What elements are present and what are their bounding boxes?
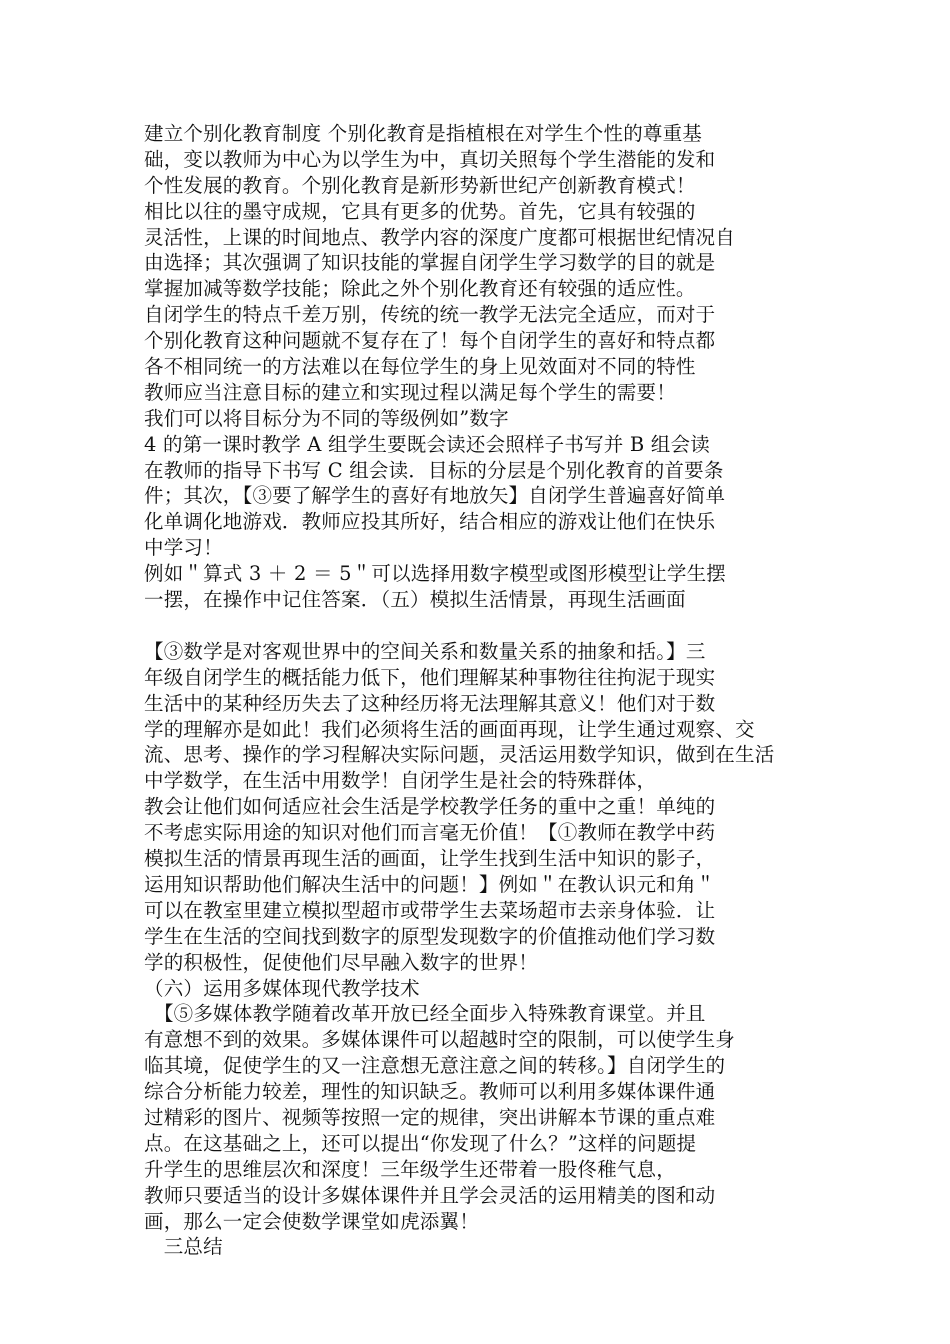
text-line: 灵活性，上课的时间地点、教学内容的深度广度都可根据世纪情况自 — [144, 225, 736, 249]
section-heading: （六）运用多媒体现代教学技术 — [144, 976, 420, 1000]
text-line: 有意想不到的效果。多媒体课件可以超越时空的限制，可以使学生身 — [144, 1028, 736, 1052]
text-line: 模拟生活的情景再现生活的画面，让学生找到生活中知识的影子， — [144, 847, 716, 871]
text-line: 一摆，在操作中记住答案．（五）模拟生活情景，再现生活画面 — [144, 588, 686, 612]
text-line: 教会让他们如何适应社会生活是学校教学任务的重中之重！单纯的 — [144, 795, 716, 819]
text-line: 件；其次，【③要了解学生的喜好有地放矢】自闭学生普遍喜好简单 — [144, 484, 726, 508]
text-line: 各不相同统一的方法难以在每位学生的身上见效面对不同的特性 — [144, 355, 696, 379]
section-heading: 三总结 — [144, 1235, 223, 1259]
document-body — [144, 121, 824, 1260]
text-line: 学的积极性，促使他们尽早融入数字的世界！ — [144, 950, 539, 974]
text-line: 过精彩的图片、视频等按照一定的规律，突出讲解本节课的重点难 — [144, 1105, 716, 1129]
text-line: 学生在生活的空间找到数字的原型发现数字的价值推动他们学习数 — [144, 924, 716, 948]
text-line: 临其境，促使学生的又一注意想无意注意之间的转移。】自闭学生的 — [144, 1054, 726, 1078]
text-line: 础，变以教师为中心为以学生为中，真切关照每个学生潜能的发和 — [144, 147, 716, 171]
text-line: 个性发展的教育。个别化教育是新形势新世纪产创新教育模式！ — [144, 173, 696, 197]
text-line: 中学习！ — [144, 536, 223, 560]
text-line: 化单调化地游戏．教师应投其所好，结合相应的游戏让他们在快乐 — [144, 510, 716, 534]
text-line: 【⑤多媒体教学随着改革开放已经全面步入特殊教育课堂。并且 — [144, 1002, 706, 1026]
text-line: 教师只要适当的设计多媒体课件并且学会灵活的运用精美的图和动 — [144, 1183, 716, 1207]
text-line: 运用知识帮助他们解决生活中的问题！】例如＂在教认识元和角＂ — [144, 872, 716, 896]
text-line: 学的理解亦是如此！我们必须将生活的画面再现，让学生通过观察、交 — [144, 717, 755, 741]
text-line: 例如＂算式 3 ＋ 2 ＝ 5＂可以选择用数字模型或图形模型让学生摆 — [144, 562, 727, 586]
text-line: 流、思考、操作的学习程解决实际问题，灵活运用数学知识，做到在生活 — [144, 743, 775, 767]
text-line: 画，那么一定会使数学课堂如虎添翼！ — [144, 1209, 479, 1233]
text-line: 可以在教室里建立模拟型超市或带学生去菜场超市去亲身体验．让 — [144, 898, 716, 922]
text-line: 【③数学是对客观世界中的空间关系和数量关系的抽象和括。】三 — [144, 639, 706, 663]
text-line: 中学数学，在生活中用数学！自闭学生是社会的特殊群体， — [144, 769, 657, 793]
text-line: 升学生的思维层次和深度！三年级学生还带着一股佟稚气息， — [144, 1157, 676, 1181]
text-line: 4 的第一课时教学 A 组学生要既会读还会照样子书写并 B 组会读 — [144, 432, 710, 456]
text-line: 教师应当注意目标的建立和实现过程以满足每个学生的需要！ — [144, 380, 676, 404]
text-line: 建立个别化教育制度 个别化教育是指植根在对学生个性的尊重基 — [144, 122, 702, 145]
text-line: 综合分析能力较差，理性的知识缺乏。教师可以利用多媒体课件通 — [144, 1080, 716, 1104]
text-line: 由选择；其次强调了知识技能的掌握自闭学生学习数学的目的就是 — [144, 251, 716, 275]
text-line: 掌握加减等数学技能；除此之外个别化教育还有较强的适应性。 — [144, 277, 696, 301]
text-line: 在教师的指导下书写 C 组会读．目标的分层是个别化教育的首要条 — [144, 458, 724, 482]
paragraph-gap — [144, 613, 824, 639]
text-line: 年级自闭学生的概括能力低下，他们理解某种事物往往拘泥于现实 — [144, 665, 716, 689]
text-line: 点。在这基础之上，还可以提出“你发现了什么？”这样的问题提 — [144, 1131, 697, 1155]
text-line: 生活中的某种经历失去了这种经历将无法理解其意义！他们对于数 — [144, 691, 716, 715]
text-line: 相比以往的墨守成规，它具有更多的优势。首先，它具有较强的 — [144, 199, 696, 223]
text-line: 自闭学生的特点千差万别，传统的统一教学无法完全适应，而对于 — [144, 303, 716, 327]
text-line: 我们可以将目标分为不同的等级例如”数字 — [144, 406, 509, 430]
text-line: 不考虑实际用途的知识对他们而言毫无价值！【①教师在教学中药 — [144, 821, 716, 845]
text-line: 个别化教育这种问题就不复存在了！每个自闭学生的喜好和特点都 — [144, 329, 716, 353]
